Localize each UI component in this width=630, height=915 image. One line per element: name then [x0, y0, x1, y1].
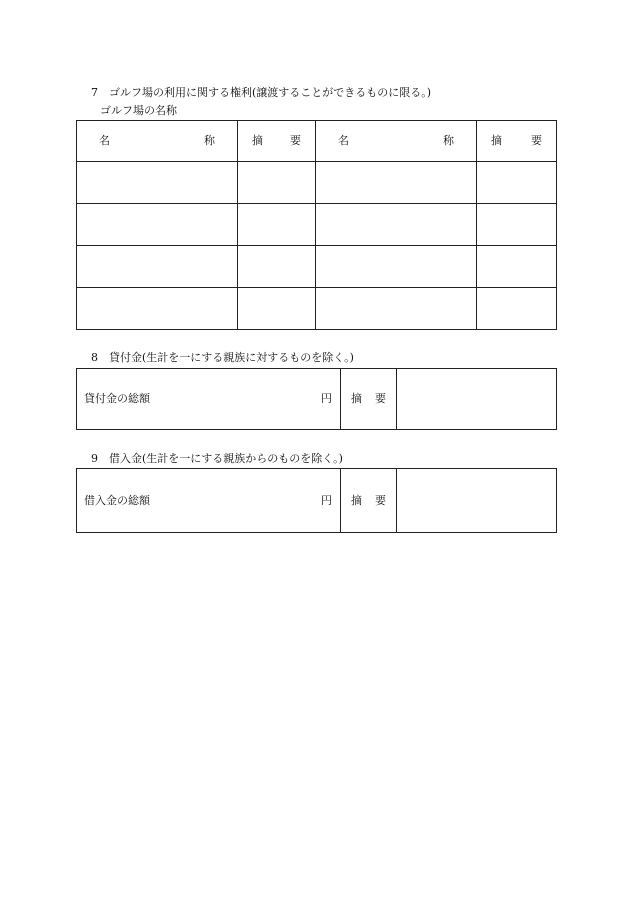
golf-summary-cell[interactable] — [238, 246, 316, 288]
golf-summary-cell[interactable] — [238, 288, 316, 330]
yen-unit: 円 — [321, 493, 332, 507]
golf-summary-cell[interactable] — [477, 162, 557, 204]
table-row — [77, 369, 557, 430]
table-row — [77, 288, 557, 330]
golf-name-cell[interactable] — [77, 246, 238, 288]
borrowings-total-cell — [77, 469, 341, 533]
golf-name-cell[interactable] — [316, 162, 477, 204]
golf-name-cell[interactable] — [77, 162, 238, 204]
section9-title: 借入金(生計を一にする親族からのものを除く。) — [109, 452, 343, 465]
golf-summary-cell[interactable] — [477, 246, 557, 288]
borrowings-summary-header: 摘 要 — [341, 469, 397, 533]
golf-rights-table — [76, 120, 557, 330]
section8-heading — [91, 351, 354, 365]
section8-number: 8 — [91, 351, 98, 364]
table-row — [77, 246, 557, 288]
golf-summary-cell[interactable] — [477, 204, 557, 246]
loans-total-label: 貸付金の総額 — [84, 392, 150, 405]
borrowings-summary-cell[interactable] — [397, 469, 557, 533]
borrowings-total-label: 借入金の総額 — [84, 493, 150, 507]
section8-title: 貸付金(生計を一にする親族に対するものを除く。) — [109, 351, 354, 364]
section7-number: 7 — [91, 86, 98, 99]
golf-summary-cell[interactable] — [238, 204, 316, 246]
table-row — [77, 162, 557, 204]
header-name-2: 名 称 — [316, 121, 477, 162]
yen-unit: 円 — [321, 392, 332, 405]
section9-heading — [91, 452, 343, 466]
section7-heading — [91, 86, 431, 100]
loans-receivable-table — [76, 368, 557, 430]
golf-name-cell[interactable] — [77, 288, 238, 330]
loans-summary-cell[interactable] — [397, 369, 557, 430]
header-name-1: 名 称 — [77, 121, 238, 162]
golf-name-cell[interactable] — [77, 204, 238, 246]
golf-summary-cell[interactable] — [238, 162, 316, 204]
loans-total-cell — [77, 369, 341, 430]
table-row — [77, 469, 557, 533]
golf-summary-cell[interactable] — [477, 288, 557, 330]
loans-summary-header: 摘 要 — [341, 369, 397, 430]
table-row — [77, 204, 557, 246]
section7-subtitle: ゴルフ場の名称 — [100, 104, 177, 117]
borrowings-table — [76, 468, 557, 533]
section7-title: ゴルフ場の利用に関する権利(譲渡することができるものに限る。) — [109, 86, 432, 99]
golf-name-cell[interactable] — [316, 288, 477, 330]
section9-number: 9 — [91, 452, 98, 465]
golf-name-cell[interactable] — [316, 204, 477, 246]
header-summary-1: 摘 要 — [238, 121, 316, 162]
table-header-row — [77, 121, 557, 162]
golf-name-cell[interactable] — [316, 246, 477, 288]
header-summary-2: 摘 要 — [477, 121, 557, 162]
